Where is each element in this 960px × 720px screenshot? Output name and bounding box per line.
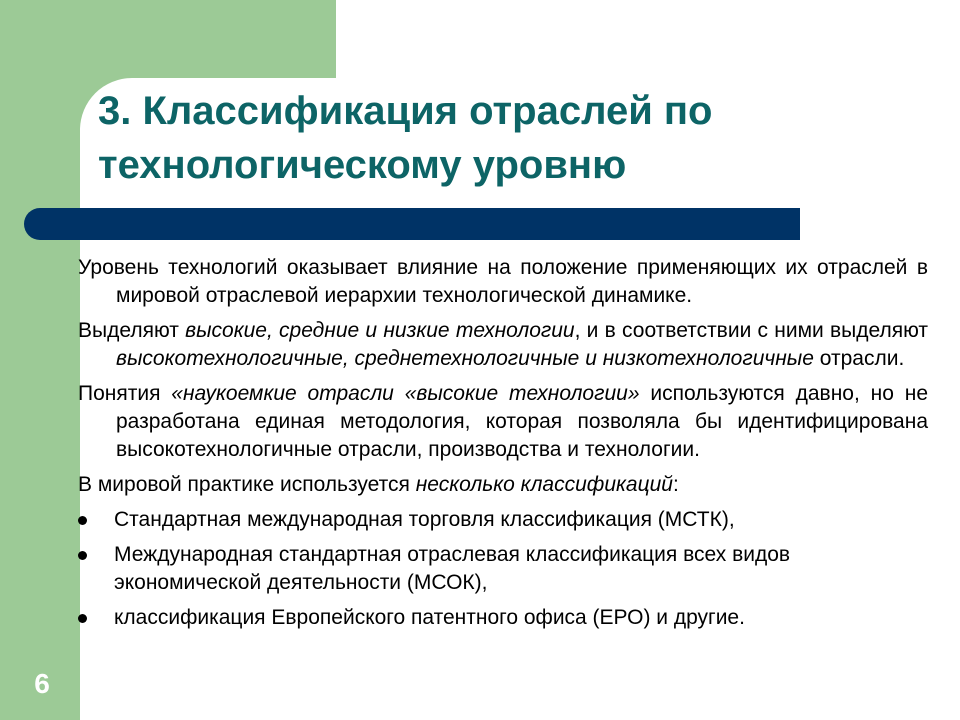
text-run: :: [672, 473, 679, 496]
text-run: отрасли.: [813, 347, 905, 370]
slide-title: [98, 84, 898, 192]
text-run: Выделяют: [78, 319, 186, 342]
list-item-text: Стандартная международная торговля классификация (МСТК),: [114, 508, 735, 531]
slide-title-line-2: технологическому уровню: [98, 143, 627, 187]
slide-body: [78, 254, 928, 639]
paragraph-technology-types: [78, 317, 928, 373]
italic-text-run: высокотехнологичные, среднетехнологичные и низкотехнологичные: [116, 347, 814, 370]
text-run: используются давно, но не разработана единая методология, которая позволяла бы идентифицирована высокотехнологичные отрасли, производства и технологии.: [116, 382, 929, 461]
italic-text-run: несколько классификаций: [415, 473, 673, 496]
paragraph-technology-level: Уровень технологий оказывает влияние на положение применяющих их отраслей в мировой отраслевой иерархии технологической динамике.: [78, 256, 928, 307]
bullet-dot-icon: [78, 614, 87, 623]
paragraph-concepts: [78, 380, 928, 464]
italic-text-run: высокие, средние и низкие технологии: [185, 319, 575, 342]
list-item: [78, 506, 928, 534]
text-run: Понятия: [78, 382, 172, 405]
title-underline-bar: [24, 208, 800, 240]
list-item-text: классификация Европейского патентного офиса (ЕРО) и другие.: [114, 606, 745, 629]
page-number: 6: [34, 668, 50, 699]
slide-title-line-1: 3. Классификация отраслей по: [98, 89, 713, 133]
paragraph-world-practice: [78, 471, 928, 499]
bullet-dot-icon: [78, 551, 87, 560]
text-run: , и в соответствии с ними выделяют: [574, 319, 929, 342]
list-item: [78, 604, 928, 632]
list-item-text: Международная стандартная отраслевая классификация всех видов экономической деятельности (МСОК),: [114, 543, 791, 594]
bullet-dot-icon: [78, 516, 87, 525]
list-item: [78, 541, 928, 597]
text-run: В мировой практике используется: [78, 473, 416, 496]
italic-text-run: «наукоемкие отрасли «высокие технологии»: [171, 382, 640, 405]
